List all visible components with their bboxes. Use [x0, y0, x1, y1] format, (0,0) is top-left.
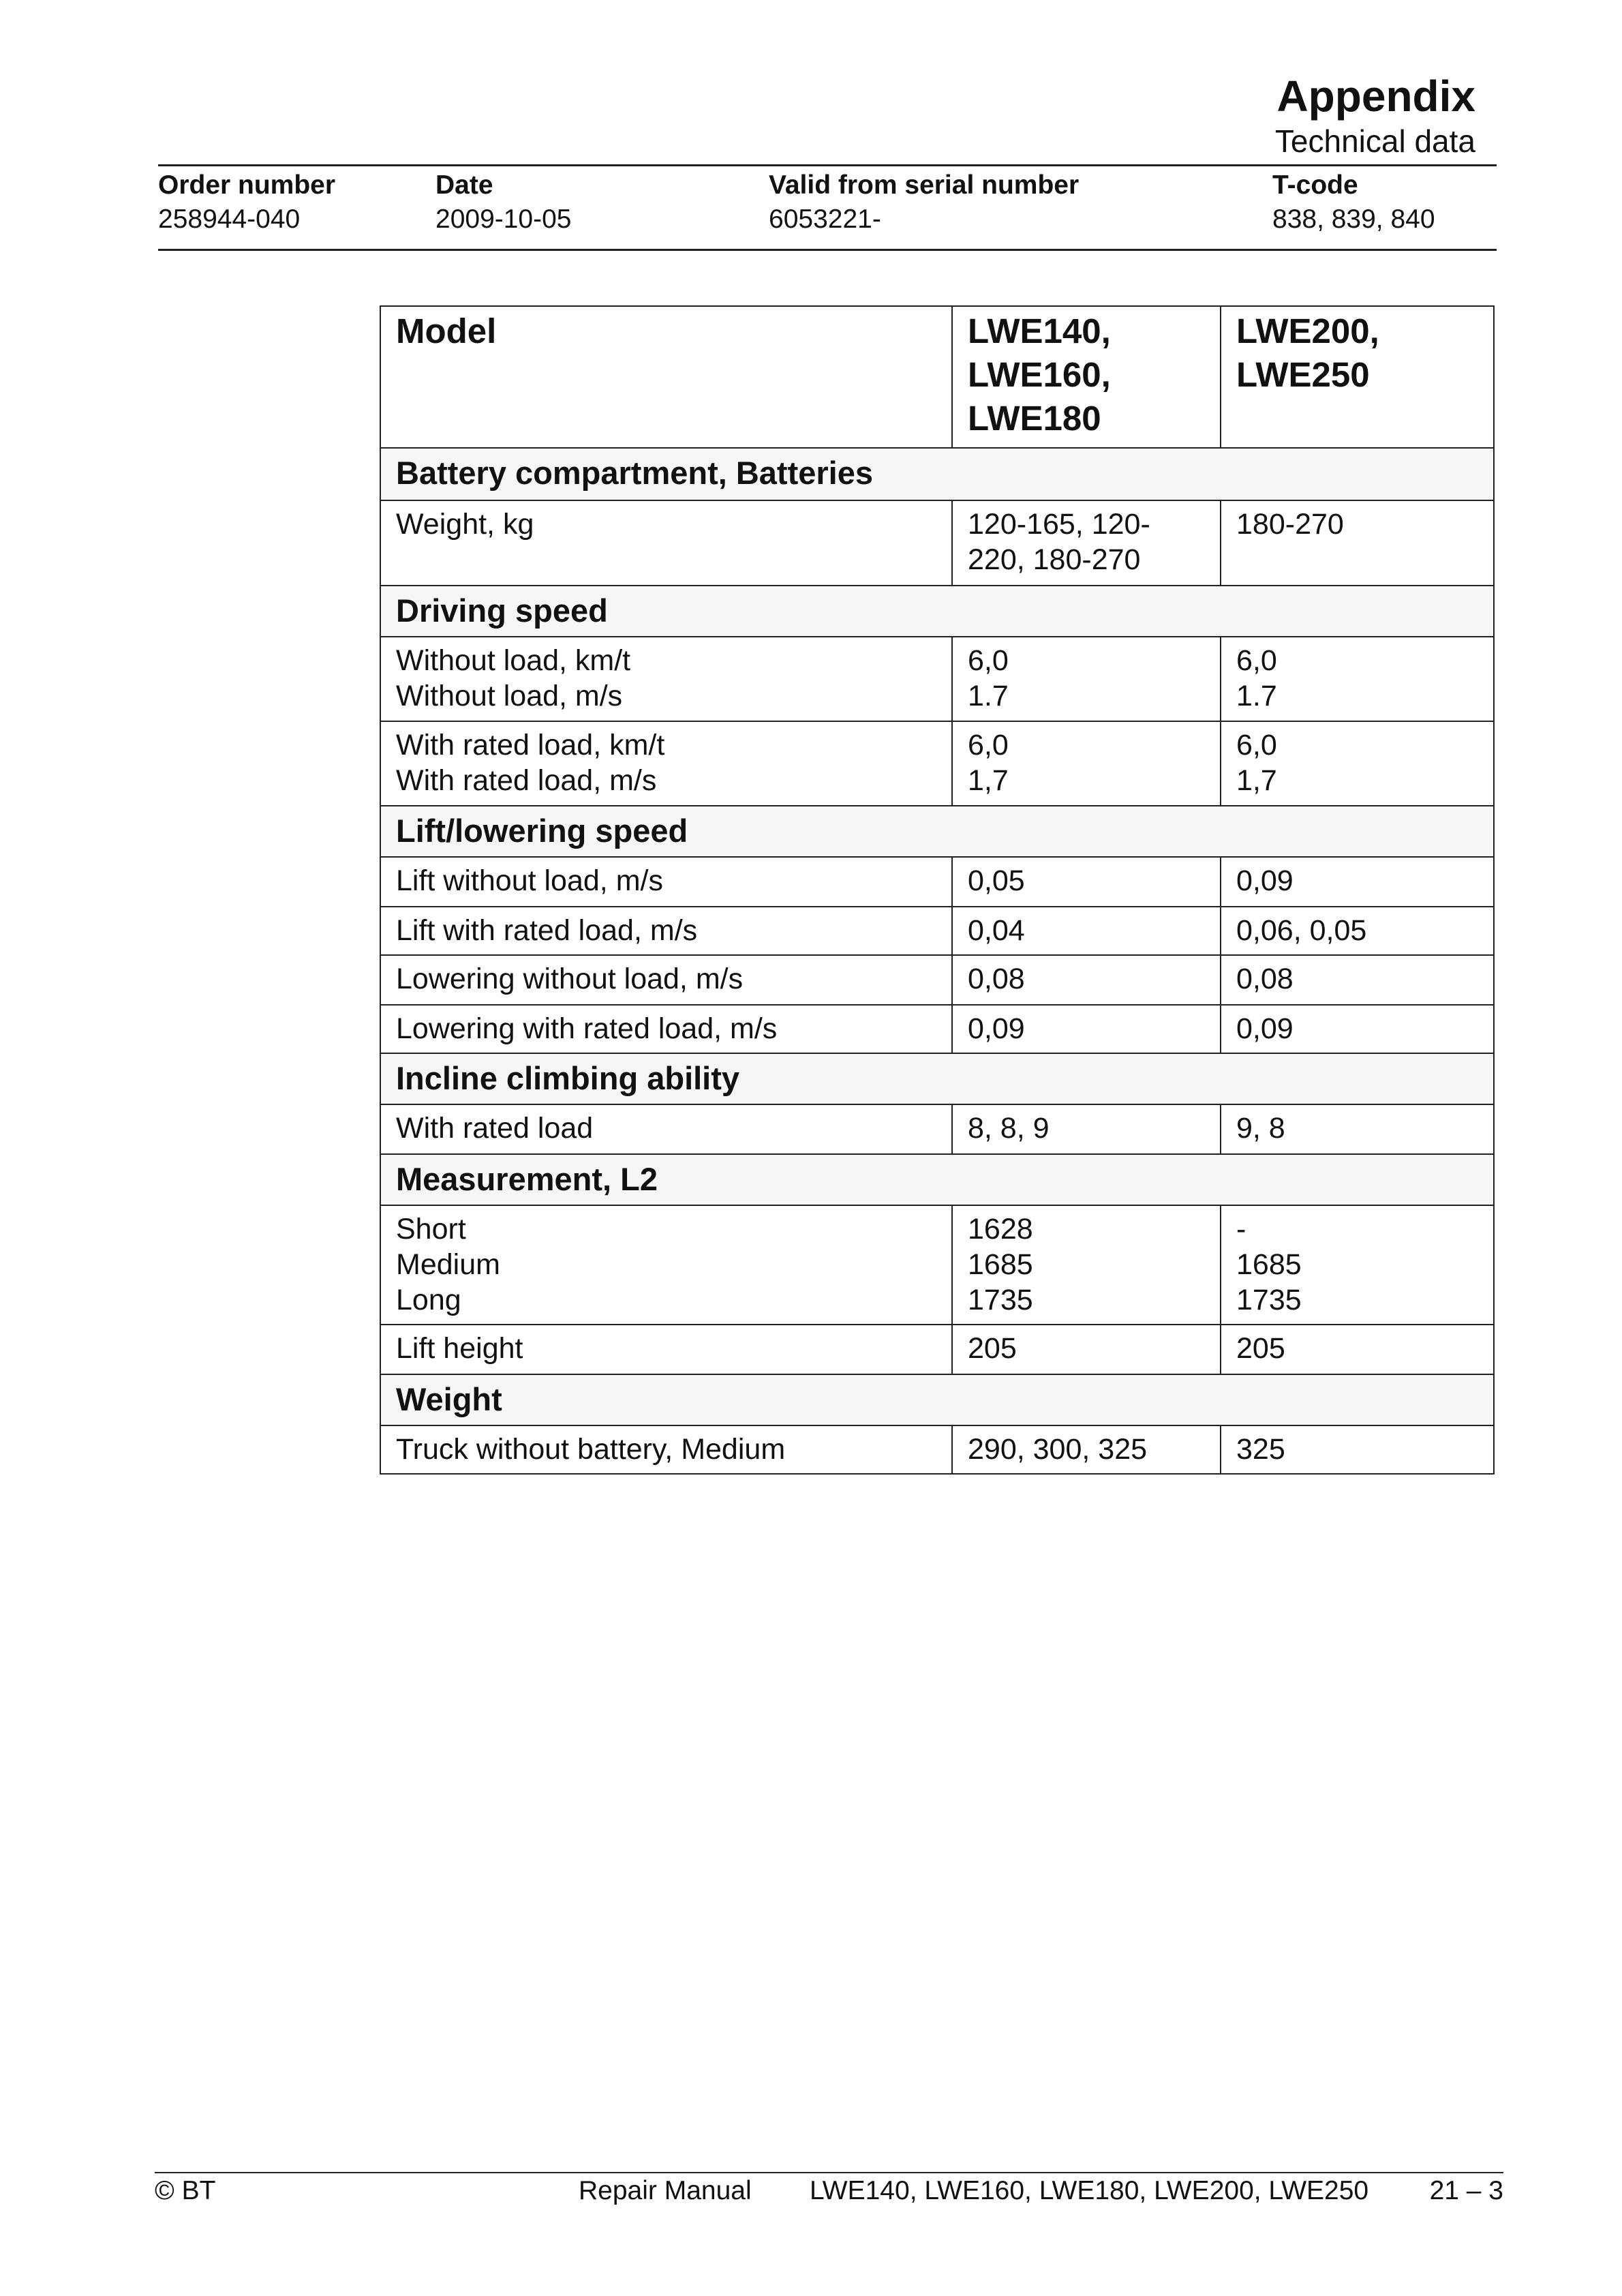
row-value-col2: 325	[1221, 1425, 1494, 1474]
row-value-col1: 0,09	[952, 1005, 1221, 1053]
row-value-col1: 6,0 1.7	[952, 637, 1221, 721]
section-row	[380, 806, 1494, 857]
row-label: Lowering with rated load, m/s	[380, 1005, 952, 1053]
section-title: Driving speed	[380, 586, 1494, 637]
page-subtitle: Technical data	[1274, 123, 1475, 159]
row-value-col2: 9, 8	[1221, 1104, 1494, 1154]
technical-data-table	[380, 305, 1495, 1475]
footer-models: LWE140, LWE160, LWE180, LWE200, LWE250	[810, 2176, 1369, 2205]
row-value-col2: 180-270	[1221, 500, 1494, 586]
row-value-col2: 6,0 1.7	[1221, 637, 1494, 721]
section-row	[380, 1154, 1494, 1205]
section-row	[380, 1053, 1494, 1104]
row-value-col1: 6,0 1,7	[952, 721, 1221, 806]
section-title: Battery compartment, Batteries	[380, 448, 1494, 500]
row-value-col2: 0,08	[1221, 955, 1494, 1005]
date-label: Date	[435, 170, 493, 200]
row-label: Lift height	[380, 1325, 952, 1374]
row-label: With rated load, km/t With rated load, m/s	[380, 721, 952, 806]
row-label: Lift without load, m/s	[380, 857, 952, 907]
row-value-col1: 290, 300, 325	[952, 1425, 1221, 1474]
footer-manual: Repair Manual	[579, 2176, 752, 2205]
section-title: Measurement, L2	[380, 1154, 1494, 1205]
tcode-value: 838, 839, 840	[1272, 205, 1435, 234]
row-value-col1: 1628 1685 1735	[952, 1205, 1221, 1325]
row-label: With rated load	[380, 1104, 952, 1154]
row-value-col2: 6,0 1,7	[1221, 721, 1494, 806]
row-value-col1: 120-165, 120- 220, 180-270	[952, 500, 1221, 586]
footer-rule	[155, 2172, 1503, 2173]
table-row	[380, 955, 1494, 1005]
section-title: Lift/lowering speed	[380, 806, 1494, 857]
table-row	[380, 637, 1494, 721]
row-label: Without load, km/t Without load, m/s	[380, 637, 952, 721]
section-title: Incline climbing ability	[380, 1053, 1494, 1104]
row-value-col1: 0,04	[952, 907, 1221, 955]
date-value: 2009-10-05	[435, 205, 572, 234]
table-header-row	[380, 306, 1494, 448]
serial-label: Valid from serial number	[769, 170, 1080, 200]
table-row	[380, 1205, 1494, 1325]
row-value-col1: 8, 8, 9	[952, 1104, 1221, 1154]
model-group-1: LWE140, LWE160, LWE180	[952, 306, 1221, 448]
footer-page-number: 21 – 3	[1429, 2176, 1503, 2205]
row-value-col1: 0,05	[952, 857, 1221, 907]
table-row	[380, 500, 1494, 586]
model-header: Model	[380, 306, 952, 448]
row-value-col2: 205	[1221, 1325, 1494, 1374]
section-row	[380, 1374, 1494, 1425]
row-value-col2: 0,09	[1221, 1005, 1494, 1053]
row-label: Truck without battery, Medium	[380, 1425, 952, 1474]
order-number-value: 258944-040	[158, 205, 301, 234]
footer-copyright: © BT	[155, 2176, 216, 2205]
model-group-2: LWE200, LWE250	[1221, 306, 1494, 448]
table-row	[380, 1005, 1494, 1053]
section-row	[380, 448, 1494, 500]
order-number-label: Order number	[158, 170, 336, 200]
row-value-col1: 205	[952, 1325, 1221, 1374]
table-row	[380, 721, 1494, 806]
row-value-col2: - 1685 1735	[1221, 1205, 1494, 1325]
row-label: Weight, kg	[380, 500, 952, 586]
row-label: Lift with rated load, m/s	[380, 907, 952, 955]
row-value-col1: 0,08	[952, 955, 1221, 1005]
table-row	[380, 1425, 1494, 1474]
section-title: Weight	[380, 1374, 1494, 1425]
tcode-label: T-code	[1272, 170, 1358, 200]
table-row	[380, 857, 1494, 907]
row-label: Lowering without load, m/s	[380, 955, 952, 1005]
page-title: Appendix	[1276, 72, 1475, 121]
header-bottom-rule	[158, 249, 1497, 251]
serial-value: 6053221-	[769, 205, 881, 234]
header-top-rule	[158, 164, 1497, 166]
table-row	[380, 907, 1494, 955]
table-row	[380, 1325, 1494, 1374]
table-row	[380, 1104, 1494, 1154]
section-row	[380, 586, 1494, 637]
row-label: Short Medium Long	[380, 1205, 952, 1325]
row-value-col2: 0,06, 0,05	[1221, 907, 1494, 955]
row-value-col2: 0,09	[1221, 857, 1494, 907]
